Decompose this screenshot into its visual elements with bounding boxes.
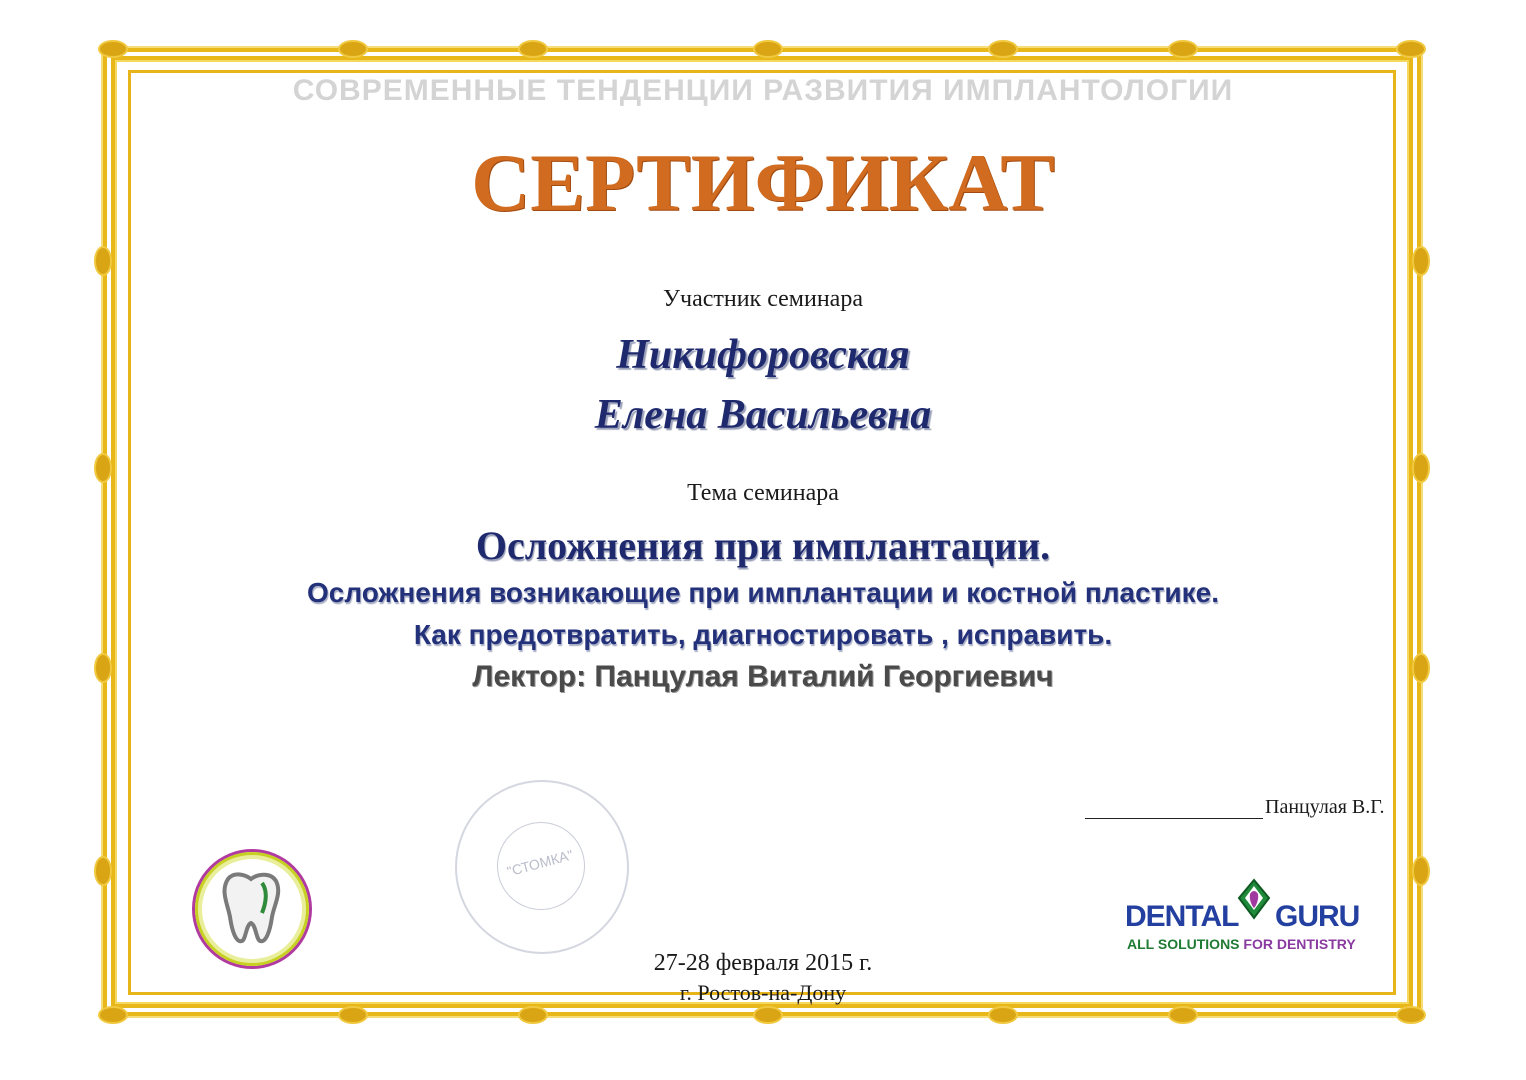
- seminar-date: 27-28 февраля 2015 г.: [653, 950, 873, 976]
- frame-ornament: [755, 42, 781, 56]
- frame-ornament: [1414, 858, 1428, 884]
- frame-ornament: [100, 42, 126, 56]
- frame-ornament: [990, 42, 1016, 56]
- frame-ornament: [1398, 1008, 1424, 1022]
- participant-label: Участник семинара: [663, 286, 863, 312]
- signature-name: Панцулая В.Г.: [1265, 796, 1385, 818]
- frame-ornament: [340, 1008, 366, 1022]
- dental-guru-word-2: GURU: [1275, 900, 1360, 933]
- frame-ornament: [1170, 42, 1196, 56]
- dental-guru-logo: [1125, 878, 1375, 968]
- frame-ornament: [1398, 42, 1424, 56]
- lecturer-line: Лектор: Панцулая Виталий Георгиевич: [472, 660, 1054, 693]
- frame-ornament: [755, 1008, 781, 1022]
- dental-guru-tagline: [1127, 936, 1356, 952]
- frame-ornament: [990, 1008, 1016, 1022]
- frame-ornament: [1414, 248, 1428, 274]
- frame-ornament: [520, 42, 546, 56]
- participant-given-names: Елена Васильевна: [594, 392, 932, 438]
- dental-guru-tagline-part-2: FOR DENTISTRY: [1243, 936, 1356, 952]
- seminar-sub-topic-2: Как предотвратить, диагностировать , исправить.: [413, 619, 1113, 650]
- tooth-icon: [216, 869, 286, 947]
- frame-ornament: [340, 42, 366, 56]
- seminar-sub-topic-1: Осложнения возникающие при имплантации и костной пластике.: [306, 577, 1219, 608]
- seminar-main-topic: Осложнения при имплантации.: [475, 523, 1051, 568]
- diamond-icon: [1237, 878, 1271, 920]
- seminar-city: г. Ростов-на-Дону: [679, 980, 847, 1005]
- frame-ornament: [1170, 1008, 1196, 1022]
- seminar-label: Тема семинара: [687, 480, 839, 506]
- signature-line: [1085, 818, 1263, 819]
- frame-ornament: [1414, 455, 1428, 481]
- frame-ornament: [100, 1008, 126, 1022]
- header-band: СОВРЕМЕННЫЕ ТЕНДЕНЦИИ РАЗВИТИЯ ИМПЛАНТОЛОГИИ: [292, 74, 1234, 107]
- stamp-text: "СТОМКА": [505, 846, 575, 880]
- participant-surname: Никифоровская: [616, 332, 910, 378]
- certificate-title: СЕРТИФИКАТ: [471, 137, 1055, 228]
- frame-ornament: [96, 858, 110, 884]
- tooth-logo: [195, 852, 309, 966]
- dental-guru-word-1: DENTAL: [1125, 900, 1239, 933]
- frame-ornament: [96, 248, 110, 274]
- frame-ornament: [520, 1008, 546, 1022]
- frame-ornament: [96, 455, 110, 481]
- dental-guru-tagline-part-1: ALL SOLUTIONS: [1127, 936, 1240, 952]
